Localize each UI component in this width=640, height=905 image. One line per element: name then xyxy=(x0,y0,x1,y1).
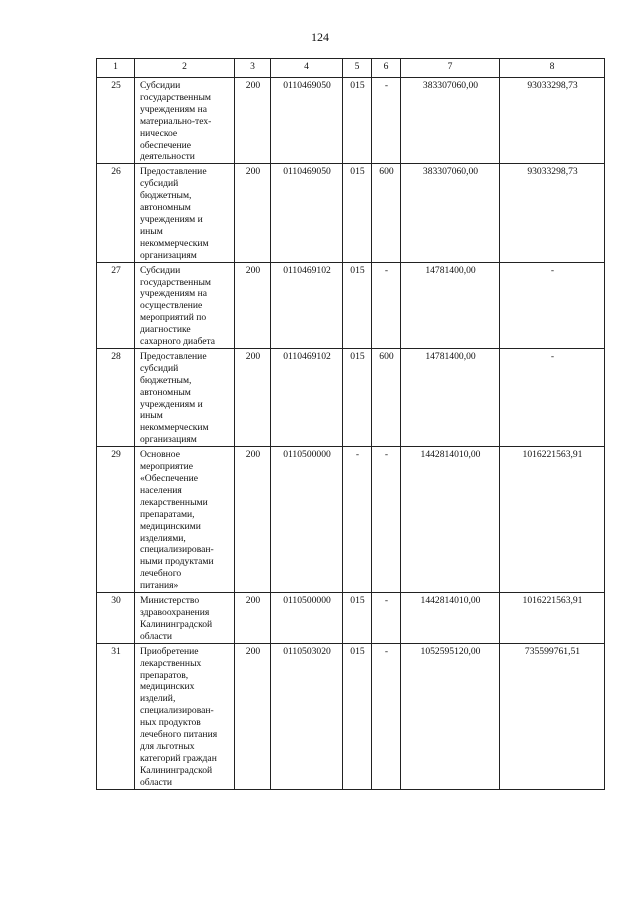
row-name-cell: Предоставление субсидий бюджетным, автономным учреждениям и иным некоммерческим организациям xyxy=(135,164,235,262)
col-4-cell: 0110500000 xyxy=(271,593,343,644)
row-number-cell: 31 xyxy=(97,643,135,789)
row-number-cell: 28 xyxy=(97,348,135,446)
col-8-cell: 1016221563,91 xyxy=(500,447,605,593)
col-7-cell: 1442814010,00 xyxy=(401,593,500,644)
header-col-6: 6 xyxy=(372,59,401,78)
col-4-cell: 0110469050 xyxy=(271,78,343,164)
col-6-cell: - xyxy=(372,643,401,789)
header-col-7: 7 xyxy=(401,59,500,78)
col-5-cell: 015 xyxy=(343,593,372,644)
col-3-cell: 200 xyxy=(235,348,271,446)
page-number: 124 xyxy=(311,30,329,44)
table-row xyxy=(97,643,605,789)
col-4-cell: 0110469102 xyxy=(271,348,343,446)
col-8-cell: 735599761,51 xyxy=(500,643,605,789)
row-number-cell: 27 xyxy=(97,262,135,348)
col-4-cell: 0110469102 xyxy=(271,262,343,348)
col-3-cell: 200 xyxy=(235,78,271,164)
col-7-cell: 14781400,00 xyxy=(401,348,500,446)
col-6-cell: - xyxy=(372,78,401,164)
col-4-cell: 0110500000 xyxy=(271,447,343,593)
row-name-cell: Основное мероприятие «Обеспечение населения лекарственными препаратами, медицинскими изделиями, специализирован- ными продуктами лечебного питания» xyxy=(135,447,235,593)
col-6-cell: - xyxy=(372,447,401,593)
col-5-cell: 015 xyxy=(343,164,372,262)
row-name-cell: Предоставление субсидий бюджетным, автономным учреждениям и иным некоммерческим организациям xyxy=(135,348,235,446)
table-row xyxy=(97,348,605,446)
row-name-cell: Приобретение лекарственных препаратов, медицинских изделий, специализирован- ных продуктов лечебного питания для льготных категорий граждан Калининградской области xyxy=(135,643,235,789)
header-col-2: 2 xyxy=(135,59,235,78)
row-number-cell: 26 xyxy=(97,164,135,262)
col-5-cell: - xyxy=(343,447,372,593)
row-number-cell: 29 xyxy=(97,447,135,593)
header-col-3: 3 xyxy=(235,59,271,78)
table-row xyxy=(97,262,605,348)
row-name-cell: Субсидии государственным учреждениям на материально-тех- ническое обеспечение деятельности xyxy=(135,78,235,164)
header-col-1: 1 xyxy=(97,59,135,78)
budget-table xyxy=(96,58,605,790)
table-header-row xyxy=(97,59,605,78)
row-number-cell: 25 xyxy=(97,78,135,164)
col-8-cell: 1016221563,91 xyxy=(500,593,605,644)
col-6-cell: 600 xyxy=(372,348,401,446)
col-8-cell: - xyxy=(500,348,605,446)
col-6-cell: - xyxy=(372,262,401,348)
table-row xyxy=(97,447,605,593)
header-col-4: 4 xyxy=(271,59,343,78)
col-8-cell: 93033298,73 xyxy=(500,78,605,164)
col-8-cell: 93033298,73 xyxy=(500,164,605,262)
col-3-cell: 200 xyxy=(235,643,271,789)
col-5-cell: 015 xyxy=(343,348,372,446)
col-7-cell: 1052595120,00 xyxy=(401,643,500,789)
table-row xyxy=(97,78,605,164)
table-row xyxy=(97,164,605,262)
col-6-cell: 600 xyxy=(372,164,401,262)
col-7-cell: 383307060,00 xyxy=(401,78,500,164)
col-7-cell: 14781400,00 xyxy=(401,262,500,348)
col-5-cell: 015 xyxy=(343,643,372,789)
col-3-cell: 200 xyxy=(235,593,271,644)
header-col-5: 5 xyxy=(343,59,372,78)
col-4-cell: 0110469050 xyxy=(271,164,343,262)
row-name-cell: Субсидии государственным учреждениям на осуществление мероприятий по диагностике сахарного диабета xyxy=(135,262,235,348)
table-row xyxy=(97,593,605,644)
col-3-cell: 200 xyxy=(235,262,271,348)
col-4-cell: 0110503020 xyxy=(271,643,343,789)
col-8-cell: - xyxy=(500,262,605,348)
row-number-cell: 30 xyxy=(97,593,135,644)
col-5-cell: 015 xyxy=(343,262,372,348)
col-6-cell: - xyxy=(372,593,401,644)
col-5-cell: 015 xyxy=(343,78,372,164)
col-7-cell: 1442814010,00 xyxy=(401,447,500,593)
header-col-8: 8 xyxy=(500,59,605,78)
row-name-cell: Министерство здравоохранения Калининградской области xyxy=(135,593,235,644)
col-3-cell: 200 xyxy=(235,164,271,262)
col-7-cell: 383307060,00 xyxy=(401,164,500,262)
col-3-cell: 200 xyxy=(235,447,271,593)
